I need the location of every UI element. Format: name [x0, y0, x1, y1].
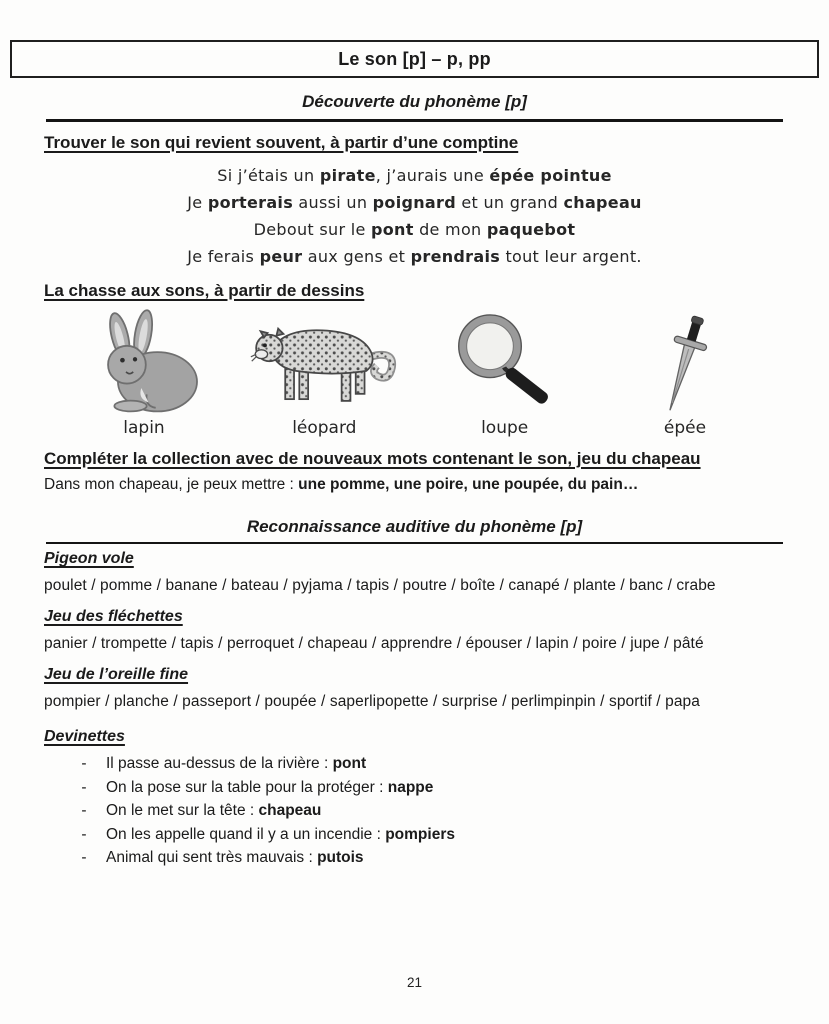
- game-title-flechettes: Jeu des fléchettes: [44, 608, 183, 625]
- dash-bullet: -: [81, 755, 87, 772]
- figure-label-loupe: loupe: [481, 418, 529, 438]
- dash-bullet: -: [81, 778, 87, 796]
- figure-label-epee: épée: [663, 418, 707, 438]
- devinettes-title: Devinettes: [44, 728, 125, 745]
- collection-examples: une pomme, une poire, une poupée, du pain…: [298, 476, 639, 493]
- devinette-answer: chapeau: [258, 802, 322, 819]
- word-list-pigeon-vole: poulet / pomme / banane / bateau / pyjama / tapis / poutre / boîte / canapé / plante / banc / crabe: [44, 577, 716, 594]
- collection-heading: Compléter la collection avec de nouveaux mots contenant le son, jeu du chapeau: [44, 449, 701, 468]
- devinette-answer: nappe: [387, 778, 434, 796]
- devinette-answer: pompiers: [385, 825, 455, 843]
- leopard-icon: [238, 307, 410, 415]
- devinette-answer: pont: [332, 755, 367, 772]
- poem-line-2: Je porterais aussi un poignard et un grand chapeau: [187, 193, 642, 212]
- devinette-clue: On les appelle quand il y a un incendie :: [106, 825, 386, 843]
- devinette-answer: putois: [317, 849, 364, 866]
- comptine-heading: Trouver le son qui revient souvent, à partir d’une comptine: [44, 133, 519, 152]
- picture-row: [44, 307, 785, 438]
- figure-leopard: [238, 307, 410, 438]
- section-divider: [46, 119, 783, 122]
- magnifier-icon: [419, 307, 591, 415]
- devinette-clue: On la pose sur la table pour la protéger :: [106, 778, 388, 796]
- figure-lapin: [58, 307, 230, 438]
- collection-intro: Dans mon chapeau, je peux mettre :: [44, 476, 299, 493]
- dash-bullet: -: [81, 802, 87, 819]
- sound-hunt-heading: La chasse aux sons, à partir de dessins: [44, 281, 365, 300]
- devinette-item-5: [44, 846, 785, 870]
- section-divider-2: [46, 542, 783, 544]
- devinette-item-1: [44, 752, 785, 776]
- discovery-section-heading: Découverte du phonème [p]: [302, 92, 527, 111]
- rabbit-icon: [58, 307, 230, 415]
- sword-icon: [599, 307, 771, 415]
- word-list-flechettes: panier / trompette / tapis / perroquet / chapeau / apprendre / épouser / lapin / poire / jupe / pâté: [44, 635, 704, 652]
- title-box: [10, 40, 819, 78]
- collection-sentence: [44, 476, 785, 494]
- devinette-item-2: [44, 776, 785, 800]
- page-number: 21: [406, 975, 423, 990]
- devinette-item-3: [44, 799, 785, 823]
- figure-loupe: [419, 307, 591, 438]
- poem-line-4: Je ferais peur aux gens et prendrais tout leur argent.: [187, 247, 642, 266]
- devinette-clue: On le met sur la tête :: [106, 802, 259, 819]
- figure-label-lapin: lapin: [123, 418, 165, 438]
- figure-epee: [599, 307, 771, 438]
- word-list-oreille-fine: pompier / planche / passeport / poupée / saperlipopette / surprise / perlimpinpin / sportif / papa: [44, 693, 701, 710]
- figure-label-leopard: léopard: [292, 418, 357, 438]
- dash-bullet: -: [81, 825, 87, 843]
- devinette-clue: Animal qui sent très mauvais :: [106, 849, 318, 866]
- devinettes-list: [44, 752, 785, 870]
- devinette-item-4: [44, 823, 785, 847]
- poem-line-1: Si j’étais un pirate, j’aurais une épée pointue: [217, 166, 612, 185]
- page-title: Le son [p] – p, pp: [338, 49, 491, 69]
- game-title-pigeon-vole: Pigeon vole: [44, 550, 134, 567]
- recognition-section-heading: Reconnaissance auditive du phonème [p]: [246, 517, 583, 536]
- dash-bullet: -: [81, 849, 87, 866]
- devinette-clue: Il passe au-dessus de la rivière :: [106, 755, 333, 772]
- comptine-poem: [44, 162, 785, 270]
- game-title-oreille-fine: Jeu de l’oreille fine: [44, 666, 189, 683]
- poem-line-3: Debout sur le pont de mon paquebot: [253, 220, 576, 239]
